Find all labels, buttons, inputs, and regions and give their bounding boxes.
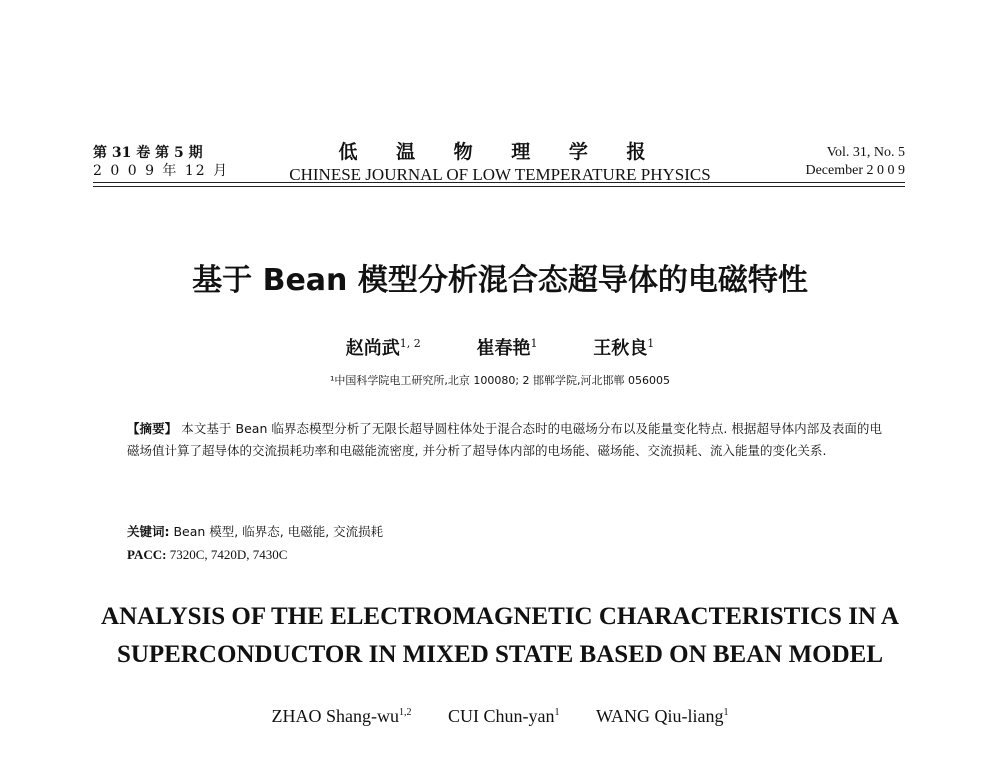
author-cn: 王秋良$^1$ — [593, 337, 655, 359]
paper-title-en — [0, 598, 1000, 674]
pacc — [127, 547, 287, 563]
journal-title-cn: 低 温 物 理 学 报 — [338, 141, 662, 163]
author-en: ZHAO Shang-wu$^{1,2}$ — [271, 706, 412, 726]
authors-en — [0, 706, 1000, 727]
journal-title-en: CHINESE JOURNAL OF LOW TEMPERATURE PHYSICS — [289, 165, 711, 184]
keywords-label: 关键词: — [127, 524, 170, 539]
author-en: CUI Chun-yan$^1$ — [448, 706, 560, 726]
affiliation-cn: ¹中国科学院电工研究所,北京 100080; 2 邯郸学院,河北邯郸 056005 — [329, 374, 671, 387]
author-cn: 赵尚武$^{1, 2}$ — [345, 337, 421, 359]
header-rule-thin — [93, 186, 905, 187]
title-en-line1: ANALYSIS OF THE ELECTROMAGNETIC CHARACTERISTICS IN A — [101, 603, 899, 630]
keywords — [127, 522, 383, 540]
paper-title-cn: 基于 Bean 模型分析混合态超导体的电磁特性 — [192, 263, 808, 298]
volume-issue: 第 31 卷 第 5 期 — [93, 145, 203, 161]
abstract-text: 本文基于 Bean 临界态模型分析了无限长超导圆柱体处于混合态时的电磁场分布以及能量变化特点. 根据超导体内部及表面的电磁场值计算了超导体的交流损耗功率和电磁能流密度, 并分析了超导体内部的电场能、磁场能、交流损耗、流入能量的变化关系. — [127, 421, 882, 458]
abstract-label: 【摘要】 — [127, 421, 178, 436]
journal-title-block — [255, 141, 745, 185]
pacc-label: PACC: — [127, 547, 167, 562]
header-date-block — [805, 144, 905, 180]
vol-en: Vol. 31, No. 5 — [826, 145, 905, 160]
keywords-text: Bean 模型, 临界态, 电磁能, 交流损耗 — [173, 524, 384, 539]
date-en: December 2 0 0 9 — [805, 163, 905, 178]
header-volume-block — [93, 144, 229, 180]
authors-cn — [0, 334, 1000, 360]
title-en-line2: SUPERCONDUCTOR IN MIXED STATE BASED ON BEAN MODEL — [116, 641, 884, 668]
abstract — [127, 418, 882, 462]
pacc-text: 7320C, 7420D, 7430C — [169, 547, 288, 562]
author-en: WANG Qiu-liang$^1$ — [596, 706, 729, 726]
header-rule-thick — [93, 182, 905, 183]
date-cn: 2 0 0 9 年 12 月 — [93, 163, 230, 179]
author-cn: 崔春艳$^1$ — [476, 337, 538, 359]
